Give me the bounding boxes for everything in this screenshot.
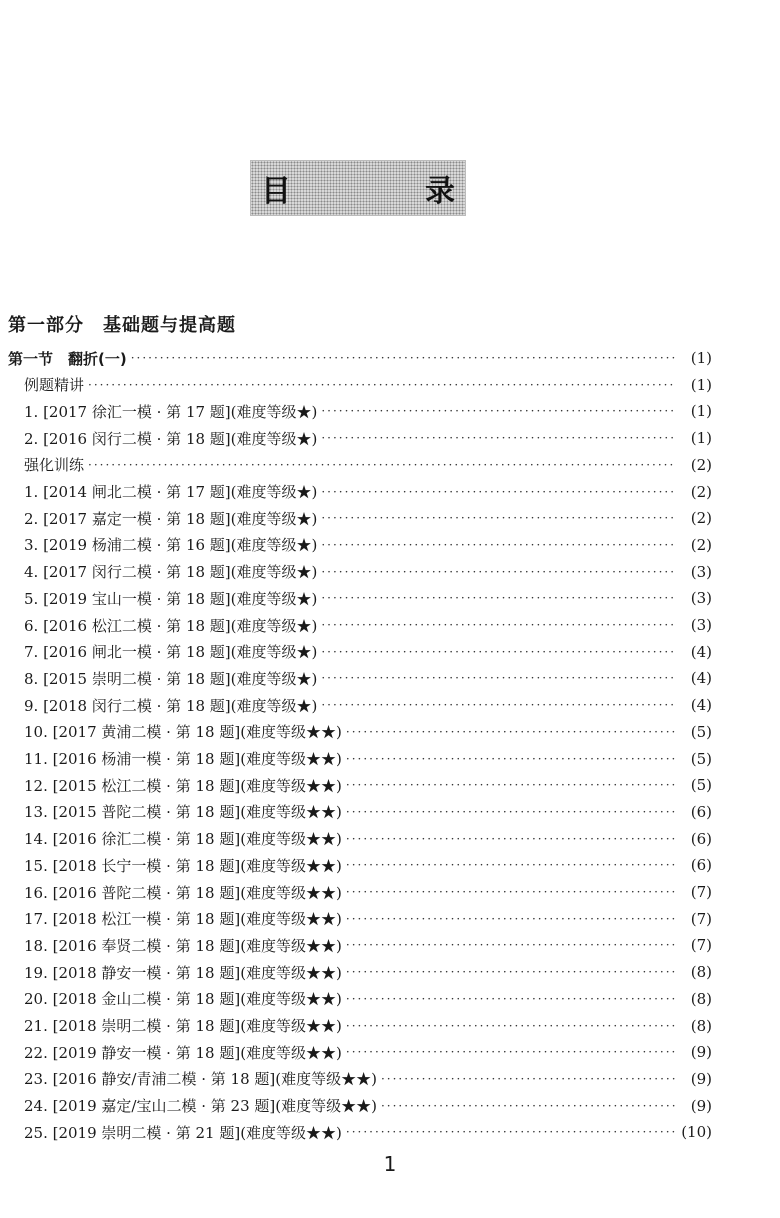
toc-entry-label: 8. [2015 崇明二模 · 第 18 题](难度等级★) (24, 669, 318, 688)
dot-leader (346, 799, 676, 825)
toc-entry[interactable] (24, 879, 712, 905)
toc-entry[interactable] (24, 719, 712, 745)
toc-entry[interactable] (24, 932, 712, 958)
toc-entry[interactable] (24, 479, 712, 505)
toc-entry[interactable] (24, 1039, 712, 1065)
toc-entry-label: 10. [2017 黄浦二模 · 第 18 题](难度等级★★) (24, 723, 342, 742)
toc-entry-page: (5) (690, 776, 712, 795)
toc-entry[interactable] (24, 852, 712, 878)
toc-entry-label: 16. [2016 普陀二模 · 第 18 题](难度等级★★) (24, 883, 342, 902)
dot-leader (346, 852, 676, 878)
dot-leader (346, 772, 676, 798)
toc-entry-label: 9. [2018 闵行二模 · 第 18 题](难度等级★) (24, 696, 318, 715)
toc-entry[interactable] (24, 692, 712, 718)
toc-entry-page: (9) (690, 1069, 712, 1088)
dot-leader (321, 505, 676, 531)
dot-leader (381, 1093, 676, 1119)
dot-leader (321, 479, 676, 505)
toc-entry[interactable] (24, 559, 712, 585)
dot-leader (321, 692, 676, 718)
toc-entry-label: 2. [2016 闵行二模 · 第 18 题](难度等级★) (24, 429, 318, 448)
toc-entry-page: (5) (690, 722, 712, 741)
toc-entry[interactable] (24, 612, 712, 638)
toc-entry-label: 强化训练 (24, 456, 85, 475)
dot-leader (381, 1066, 676, 1092)
toc-entry[interactable] (24, 532, 712, 558)
toc-entry[interactable] (24, 505, 712, 531)
toc-entry-page: (4) (690, 642, 712, 661)
toc-entry-page: (6) (690, 802, 712, 821)
toc-entry-page: (8) (690, 1016, 712, 1035)
dot-leader (321, 665, 676, 691)
toc-entry-page: (9) (690, 1096, 712, 1115)
toc-entry[interactable] (24, 452, 712, 478)
toc-entry-label: 19. [2018 静安一模 · 第 18 题](难度等级★★) (24, 963, 342, 982)
toc-entry[interactable] (24, 1093, 712, 1119)
toc-entry-page: (1) (690, 375, 712, 394)
toc-entry[interactable] (24, 772, 712, 798)
page-number: 1 (383, 1152, 397, 1176)
toc-entry[interactable] (24, 1066, 712, 1092)
dot-leader (346, 906, 676, 932)
dot-leader (346, 986, 676, 1012)
toc-entry-page: (1) (690, 402, 712, 421)
toc-entry-page: (7) (690, 909, 712, 928)
toc-entry-label: 1. [2014 闸北二模 · 第 17 题](难度等级★) (24, 483, 318, 501)
toc-entry-page: (1) (690, 349, 712, 367)
dot-leader (346, 719, 676, 745)
toc-entry[interactable] (24, 1013, 712, 1039)
dot-leader (131, 345, 676, 371)
toc-entry-page: (3) (690, 589, 712, 608)
toc-entry-label: 20. [2018 金山二模 · 第 18 题](难度等级★★) (24, 990, 342, 1009)
toc-entry[interactable] (8, 345, 712, 371)
toc-entry-page: (2) (690, 482, 712, 501)
toc-entry-page: (6) (690, 856, 712, 875)
dot-leader (321, 425, 676, 451)
dot-leader (321, 559, 676, 585)
dot-leader (346, 879, 676, 905)
toc-entry-label: 24. [2019 嘉定/宝山二模 · 第 23 题](难度等级★★) (24, 1097, 377, 1116)
toc-entry-page: (4) (690, 669, 712, 688)
toc-entry-page: (9) (690, 1043, 712, 1062)
toc-entry-page: (1) (690, 429, 712, 448)
toc-entry[interactable] (24, 665, 712, 691)
toc-entry-label: 21. [2018 崇明二模 · 第 18 题](难度等级★★) (24, 1017, 342, 1035)
toc-entry-page: (5) (690, 749, 712, 768)
toc-entry-label: 3. [2019 杨浦二模 · 第 16 题](难度等级★) (24, 536, 318, 555)
toc-entry-page: (7) (690, 883, 712, 901)
toc-entry-label: 17. [2018 松江一模 · 第 18 题](难度等级★★) (24, 910, 342, 929)
toc-entry-page: (3) (690, 616, 712, 634)
toc-entry-page: (8) (690, 989, 712, 1008)
toc-entry-label: 2. [2017 嘉定一模 · 第 18 题](难度等级★) (24, 509, 318, 528)
toc-entry-label: 23. [2016 静安/青浦二模 · 第 18 题](难度等级★★) (24, 1070, 377, 1089)
toc-entry-label: 22. [2019 静安一模 · 第 18 题](难度等级★★) (24, 1043, 342, 1062)
toc-entry-label: 7. [2016 闸北一模 · 第 18 题](难度等级★) (24, 643, 318, 662)
toc-entry-page: (3) (690, 562, 712, 581)
toc-entry[interactable] (24, 372, 712, 398)
toc-entry[interactable] (24, 746, 712, 772)
toc-entry-label: 13. [2015 普陀二模 · 第 18 题](难度等级★★) (24, 803, 342, 822)
dot-leader (321, 612, 676, 638)
dot-leader (346, 1119, 676, 1145)
toc-entry[interactable] (24, 398, 712, 424)
toc-title-box (250, 160, 507, 216)
part-heading: 第一部分 基础题与提高题 (8, 315, 236, 336)
toc-entry-label: 5. [2019 宝山一模 · 第 18 题](难度等级★) (24, 589, 318, 608)
toc-entry[interactable] (24, 1119, 712, 1145)
toc-entry[interactable] (24, 799, 712, 825)
toc-entry-label: 18. [2016 奉贤二模 · 第 18 题](难度等级★★) (24, 936, 342, 955)
toc-entry-label: 14. [2016 徐汇二模 · 第 18 题](难度等级★★) (24, 830, 342, 849)
toc-entry-label: 第一节 翻折(一) (8, 349, 127, 368)
toc-entry[interactable] (24, 585, 712, 611)
toc-entry-page: (4) (690, 696, 712, 715)
dot-leader (346, 959, 676, 985)
toc-entry-label: 4. [2017 闵行二模 · 第 18 题](难度等级★) (24, 563, 318, 582)
dot-leader (346, 826, 676, 852)
dot-leader (346, 1039, 676, 1065)
toc-entry-page: (8) (690, 963, 712, 982)
toc-entry[interactable] (24, 959, 712, 985)
dot-leader (346, 932, 676, 958)
toc-entry-page: (2) (690, 455, 712, 474)
toc-entry[interactable] (24, 986, 712, 1012)
dot-leader (88, 452, 676, 478)
toc-entry-label: 15. [2018 长宁一模 · 第 18 题](难度等级★★) (24, 856, 342, 875)
toc-entry-label: 6. [2016 松江二模 · 第 18 题](难度等级★) (24, 616, 318, 635)
dot-leader (321, 585, 676, 611)
toc-entry-label: 25. [2019 崇明二模 · 第 21 题](难度等级★★) (24, 1123, 342, 1142)
toc-entry-label: 11. [2016 杨浦一模 · 第 18 题](难度等级★★) (24, 750, 342, 768)
toc-entry-label: 例题精讲 (24, 376, 85, 395)
dot-leader (321, 398, 676, 424)
toc-entry-page: (2) (690, 535, 712, 554)
toc-entry[interactable] (24, 425, 712, 451)
toc-entry[interactable] (24, 639, 712, 665)
toc-entry[interactable] (24, 906, 712, 932)
toc-entry-page: (2) (690, 509, 712, 528)
dot-leader (346, 1013, 676, 1039)
toc-entry-label: 12. [2015 松江二模 · 第 18 题](难度等级★★) (24, 776, 342, 795)
toc-title: 目 录 (261, 174, 507, 209)
toc-entry-page: (6) (690, 829, 712, 848)
dot-leader (88, 372, 676, 398)
toc-entry-label: 1. [2017 徐汇一模 · 第 17 题](难度等级★) (24, 402, 318, 421)
toc-entry-page: (7) (690, 936, 712, 955)
dot-leader (321, 532, 676, 558)
dot-leader (321, 639, 676, 665)
dot-leader (346, 746, 676, 772)
toc-entry-page: (10) (681, 1123, 712, 1142)
toc-entry[interactable] (24, 826, 712, 852)
